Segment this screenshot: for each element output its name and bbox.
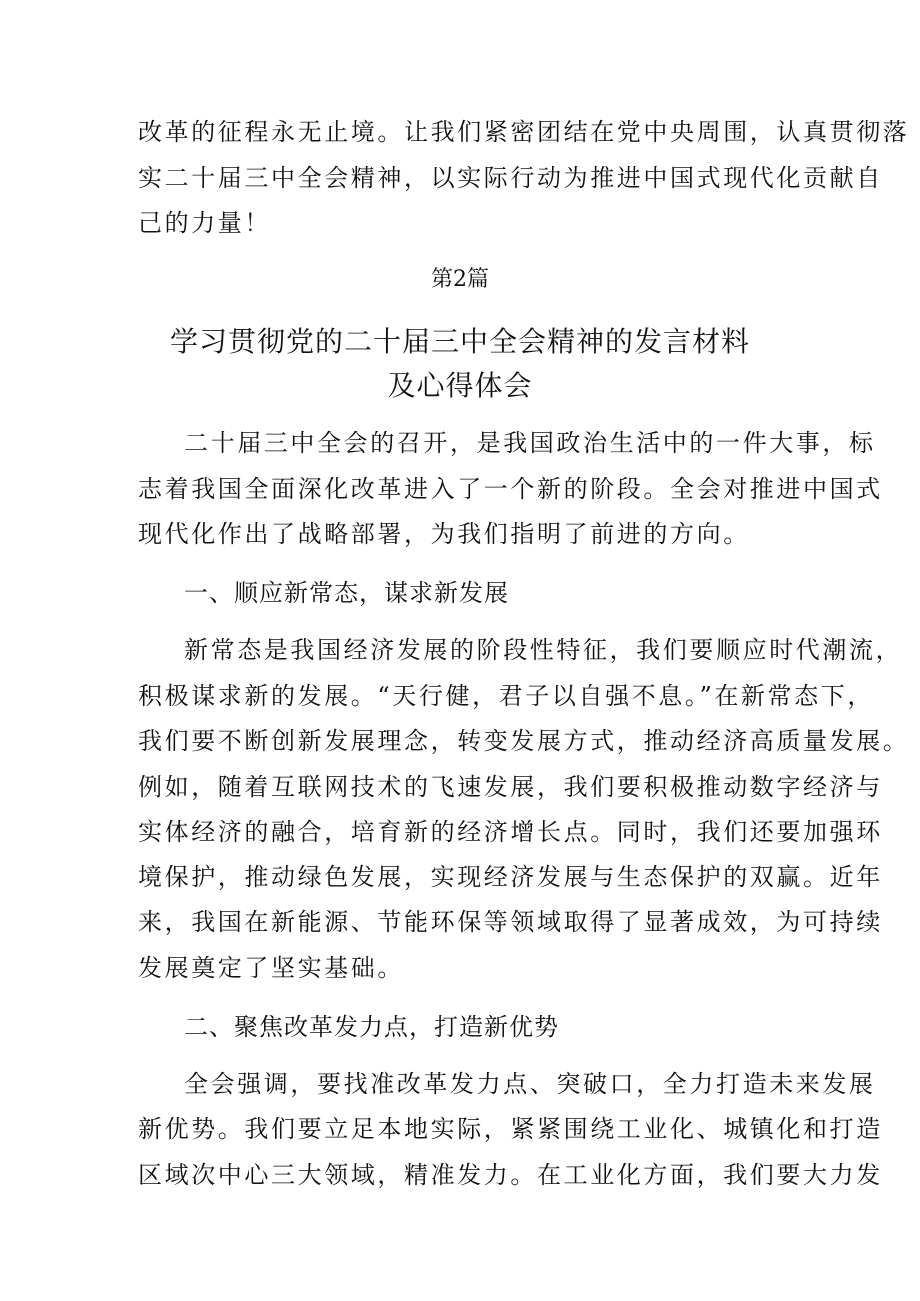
section1-line-1: 新常态是我国经济发展的阶段性特征，我们要顺应时代潮流， — [184, 636, 903, 664]
opening-line-3: 己的力量！ — [138, 209, 271, 237]
opening-line-1: 改革的征程永无止境。让我们紧密团结在党中央周围，认真贯彻落 — [138, 118, 910, 146]
section1-line-3: 我们要不断创新发展理念，转变发展方式，推动经济高质量发展。 — [138, 727, 910, 755]
section1-line-5: 实体经济的融合，培育新的经济增长点。同时，我们还要加强环 — [138, 818, 883, 846]
article-title-line-2: 及心得体会 — [387, 369, 533, 402]
opening-line-2: 实二十届三中全会精神，以实际行动为推进中国式现代化贡献自 — [138, 164, 883, 192]
section2-line-2: 新优势。我们要立足本地实际，紧紧围绕工业化、城镇化和打造 — [138, 1115, 883, 1143]
intro-line-2: 志着我国全面深化改革进入了一个新的阶段。全会对推进中国式 — [138, 475, 883, 503]
intro-line-1: 二十届三中全会的召开，是我国政治生活中的一件大事，标 — [184, 429, 876, 457]
section1-line-2: 积极谋求新的发展。“天行健，君子以自强不息。”在新常态下， — [138, 682, 874, 710]
intro-line-3: 现代化作出了战略部署，为我们指明了前进的方向。 — [138, 520, 750, 548]
section-heading-1: 一、顺应新常态，谋求新发展 — [184, 579, 509, 607]
article-number-label: 第2篇 — [431, 267, 489, 292]
section1-line-7: 来，我国在新能源、节能环保等领域取得了显著成效，为可持续 — [138, 908, 883, 936]
section1-line-8: 发展奠定了坚实基础。 — [138, 954, 404, 982]
section2-line-1: 全会强调，要找准改革发力点、突破口，全力打造未来发展 — [184, 1070, 876, 1098]
section-heading-2: 二、聚焦改革发力点，打造新优势 — [184, 1013, 559, 1041]
article-title-line-1: 学习贯彻党的二十届三中全会精神的发言材料 — [169, 325, 750, 358]
section2-line-3: 区域次中心三大领域，精准发力。在工业化方面，我们要大力发 — [138, 1161, 883, 1189]
section1-line-6: 境保护，推动绿色发展，实现经济发展与生态保护的双赢。近年 — [138, 863, 883, 891]
section1-line-4: 例如，随着互联网技术的飞速发展，我们要积极推动数字经济与 — [138, 773, 883, 801]
